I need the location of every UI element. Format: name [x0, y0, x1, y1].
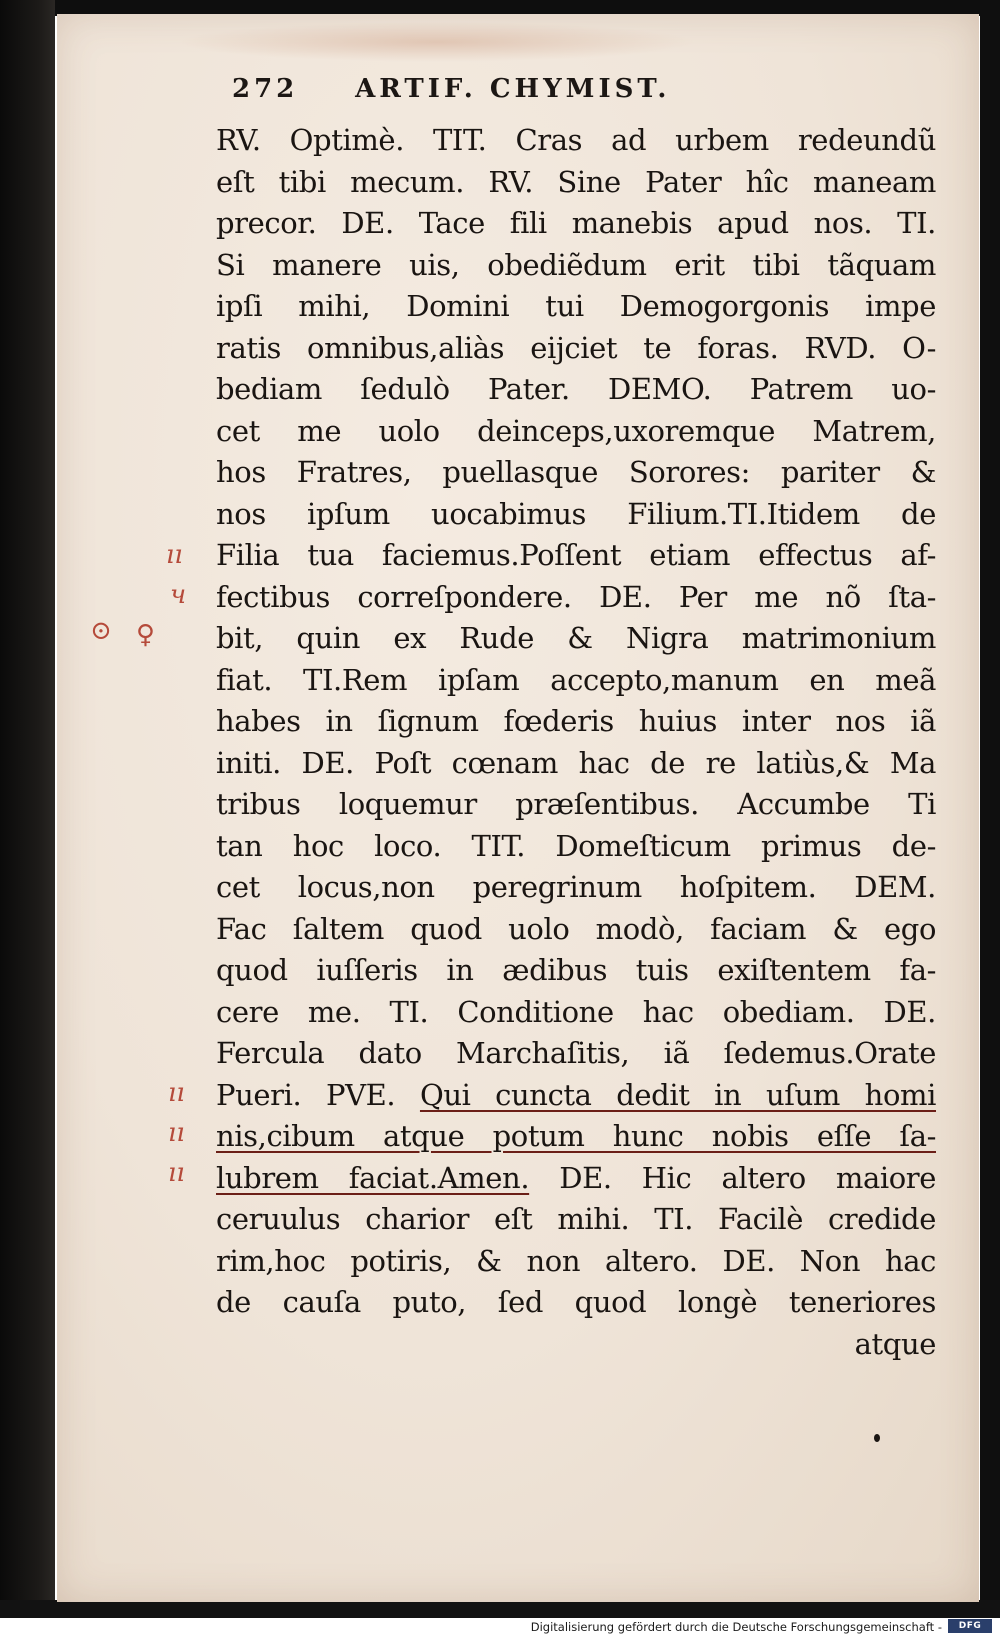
text-line: initi. DE. Poſt cœnam hac de re latiùs,& Ma	[216, 745, 936, 780]
page-stain	[177, 22, 697, 62]
text-line: tribus loquemur præſentibus. Accumbe Ti	[216, 787, 936, 821]
text-line: de cauſa puto, ſed quod longè teneriores	[216, 1285, 936, 1319]
footer-credit: Digitalisierung gefördert durch die Deutsche Forschungsgemeinschaft -	[530, 1620, 942, 1634]
text-line: lubrem faciat.Amen. DE. Hic altero maiore	[216, 1160, 936, 1195]
text-line: nos ipſum uocabimus Filium.TI.Itidem de	[216, 496, 936, 531]
text-line: hos Fratres, puellasque Sorores: pariter &	[216, 455, 936, 489]
text-line: fiat. TI.Rem ipſam accepto,manum en meã	[216, 662, 936, 697]
text-line: rim,hoc potiris, & non altero. DE. Non hac	[216, 1243, 936, 1278]
text-line: Fac ſaltem quod uolo modò, faciam & ego	[216, 911, 936, 946]
text-line: Si manere uis, obediẽdum erit tibi tãquam	[216, 247, 936, 282]
margin-annotation: ч	[170, 580, 187, 610]
margin-annotation: ıı	[168, 1078, 185, 1108]
running-title: ARTIF. CHYMIST.	[355, 74, 671, 104]
margin-annotation: ♀	[136, 620, 156, 650]
margin-annotation: ıı	[166, 540, 183, 570]
ink-dot	[874, 1434, 880, 1442]
page-number: 272	[232, 74, 299, 104]
text-line: fectibus correſpondere. DE. Per me nõ ſta-	[216, 579, 936, 614]
text-line: atque	[854, 1326, 936, 1361]
body-text	[216, 120, 936, 1365]
underlined-passage: Qui cuncta dedit in uſum homi	[419, 1077, 936, 1112]
running-head	[232, 74, 792, 104]
text-line: cet locus,non peregrinum hoſpitem. DEM.	[216, 870, 936, 904]
text-line: cet me uolo deinceps,uxoremque Matrem,	[216, 413, 936, 448]
text-line: RV. Optimè. TIT. Cras ad urbem redeundũ	[216, 123, 936, 157]
text-line: bit, quin ex Rude & Nigra matrimonium	[216, 621, 936, 655]
text-line: Fercula dato Marchaſitis, iã ſedemus.Orate	[216, 1036, 936, 1070]
text-line: ceruulus charior eſt mihi. TI. Facilè credide	[216, 1202, 936, 1236]
scan-border-left	[0, 0, 55, 1610]
text-line: ipſi mihi, Domini tui Demogorgonis impe	[216, 289, 936, 323]
scan-border-bottom	[0, 1600, 1000, 1618]
text-line: eſt tibi mecum. RV. Sine Pater hîc maneam	[216, 164, 936, 199]
text-line	[216, 1116, 936, 1158]
text-line: Filia tua faciemus.Poſſent etiam effectus af-	[216, 538, 936, 572]
scan-border-right	[980, 0, 1000, 1610]
underlined-passage: lubrem faciat.Amen.	[216, 1160, 530, 1195]
text-line: cere me. TI. Conditione hac obediam. DE.	[216, 994, 936, 1029]
text-line: Pueri. PVE. Qui cuncta dedit in uſum homi	[216, 1077, 936, 1112]
text-line: quod iuſſeris in ædibus tuis exiſtentem fa-	[216, 953, 936, 987]
dfg-logo: DFG	[948, 1619, 992, 1633]
text-line: tan hoc loco. TIT. Domeſticum primus de-	[216, 828, 936, 863]
text-line: precor. DE. Tace fili manebis apud nos. TI.	[216, 206, 936, 240]
text-line: bediam ſedulò Pater. DEMO. Patrem uo-	[216, 372, 936, 406]
margin-annotation: ıı	[168, 1118, 185, 1148]
underlined-passage: nis,cibum atque potum hunc nobis eſſe ſa-	[216, 1119, 936, 1153]
text-line: habes in ſignum fœderis huius inter nos iã	[216, 704, 936, 738]
margin-annotation: ⊙	[90, 616, 112, 646]
text-line: ratis omnibus,aliàs eijciet te foras. RVD. O-	[216, 330, 936, 365]
margin-annotation: ıı	[168, 1158, 185, 1188]
